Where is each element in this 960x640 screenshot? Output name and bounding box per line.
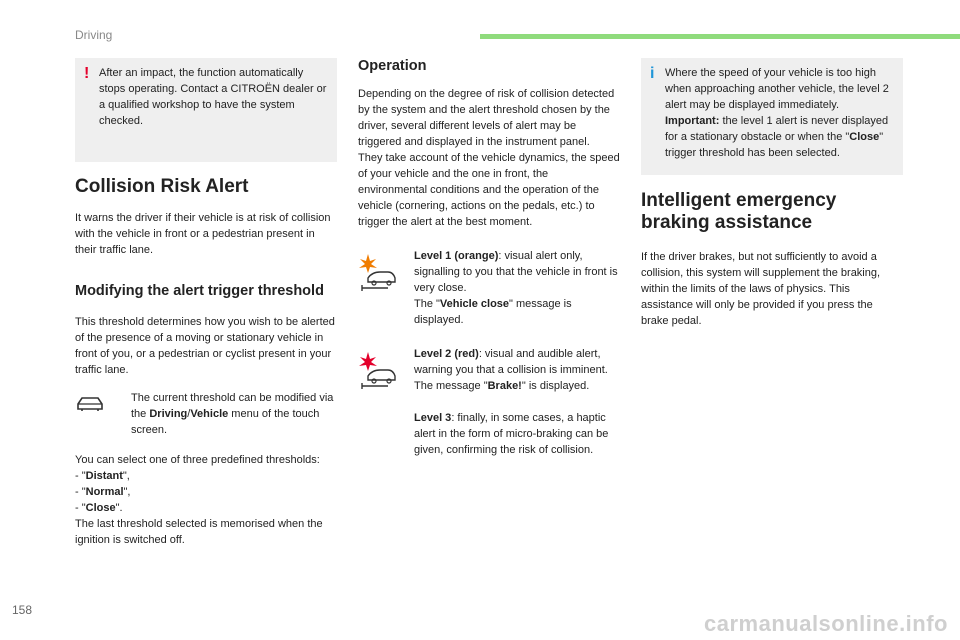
threshold-setting-row [75,390,337,438]
info-note-text: Where the speed of your vehicle is too high when approaching another vehicle, the level 2 alert may be displayed immediately. Important: the level 1 alert is never displayed for a stationary obstacle or when the "Close" trigger threshold has been selected. [665,67,889,159]
level-1-message: The "Vehicle close" message is displayed. [414,298,572,326]
threshold-option: - "Normal", [75,486,131,498]
emergency-braking-text: If the driver brakes, but not sufficiently to avoid a collision, this system will supplement the braking, within the limits of the laws of physics. This assistance will only be provided if you press the brake pedal. [641,251,881,327]
header-accent-bar [480,34,960,39]
level-1-text: Level 1 (orange): visual alert only, signalling to you that the vehicle in front is very close. [414,250,618,294]
level-3-row [358,410,620,458]
threshold-select-intro: You can select one of three predefined thresholds: [75,454,320,466]
operation-para-1: Depending on the degree of risk of collision detected by the system and the alert threshold chosen by the driver, several different levels of alert may be triggered and displayed in the instrument panel. [358,88,615,148]
level-2-row [358,346,620,394]
watermark: carmanualsonline.info [704,611,948,636]
threshold-option: - "Distant", [75,470,130,482]
title-emergency-braking: Intelligent emergency braking assistance [641,190,837,233]
level-1-row [358,248,620,328]
warning-note-text: After an impact, the function automatically stops operating. Contact a CITROËN dealer or a qualified workshop to have the system checked. [99,67,327,127]
threshold-text: This threshold determines how you wish to be alerted of the presence of a moving or stationary vehicle in front of you, or a pedestrian or cyclist present in your traffic lane. [75,316,335,376]
level-3-text: Level 3: finally, in some cases, a haptic alert in the form of micro-braking can be given, confirming the risk of collision. [414,412,609,456]
level-2-message: The message "Brake!" is displayed. [414,380,590,392]
info-icon: i [650,65,655,82]
section-header: Driving [75,28,113,42]
info-note [641,58,903,175]
car-outline-icon [75,394,105,412]
collision-alert-intro: It warns the driver if their vehicle is at risk of collision with the vehicle in front or a pedestrian present in their traffic lane. [75,212,331,256]
threshold-memo: The last threshold selected is memorised when the ignition is switched off. [75,518,323,546]
operation-para-2: They take account of the vehicle dynamics, the speed of your vehicle and the one in front, the environmental conditions and the operation of the vehicle (cornering, actions on the pedals, etc.) to trigger the alert at the best moment. [358,152,620,228]
warning-icon: ! [84,65,90,82]
collision-red-icon [358,350,398,390]
subtitle-modifying-threshold: Modifying the alert trigger threshold [75,283,324,299]
title-operation: Operation [358,58,427,74]
level-2-text: Level 2 (red): visual and audible alert, warning you that a collision is imminent. [414,348,608,376]
column-left [75,58,337,548]
column-right [641,58,903,329]
threshold-option: - "Close". [75,502,123,514]
column-middle [358,58,620,458]
collision-orange-icon [358,252,398,292]
page-number: 158 [12,603,33,617]
title-collision-risk-alert: Collision Risk Alert [75,176,249,197]
warning-note [75,58,337,162]
threshold-setting-text: The current threshold can be modified via the Driving/Vehicle menu of the touch screen. [131,392,334,436]
